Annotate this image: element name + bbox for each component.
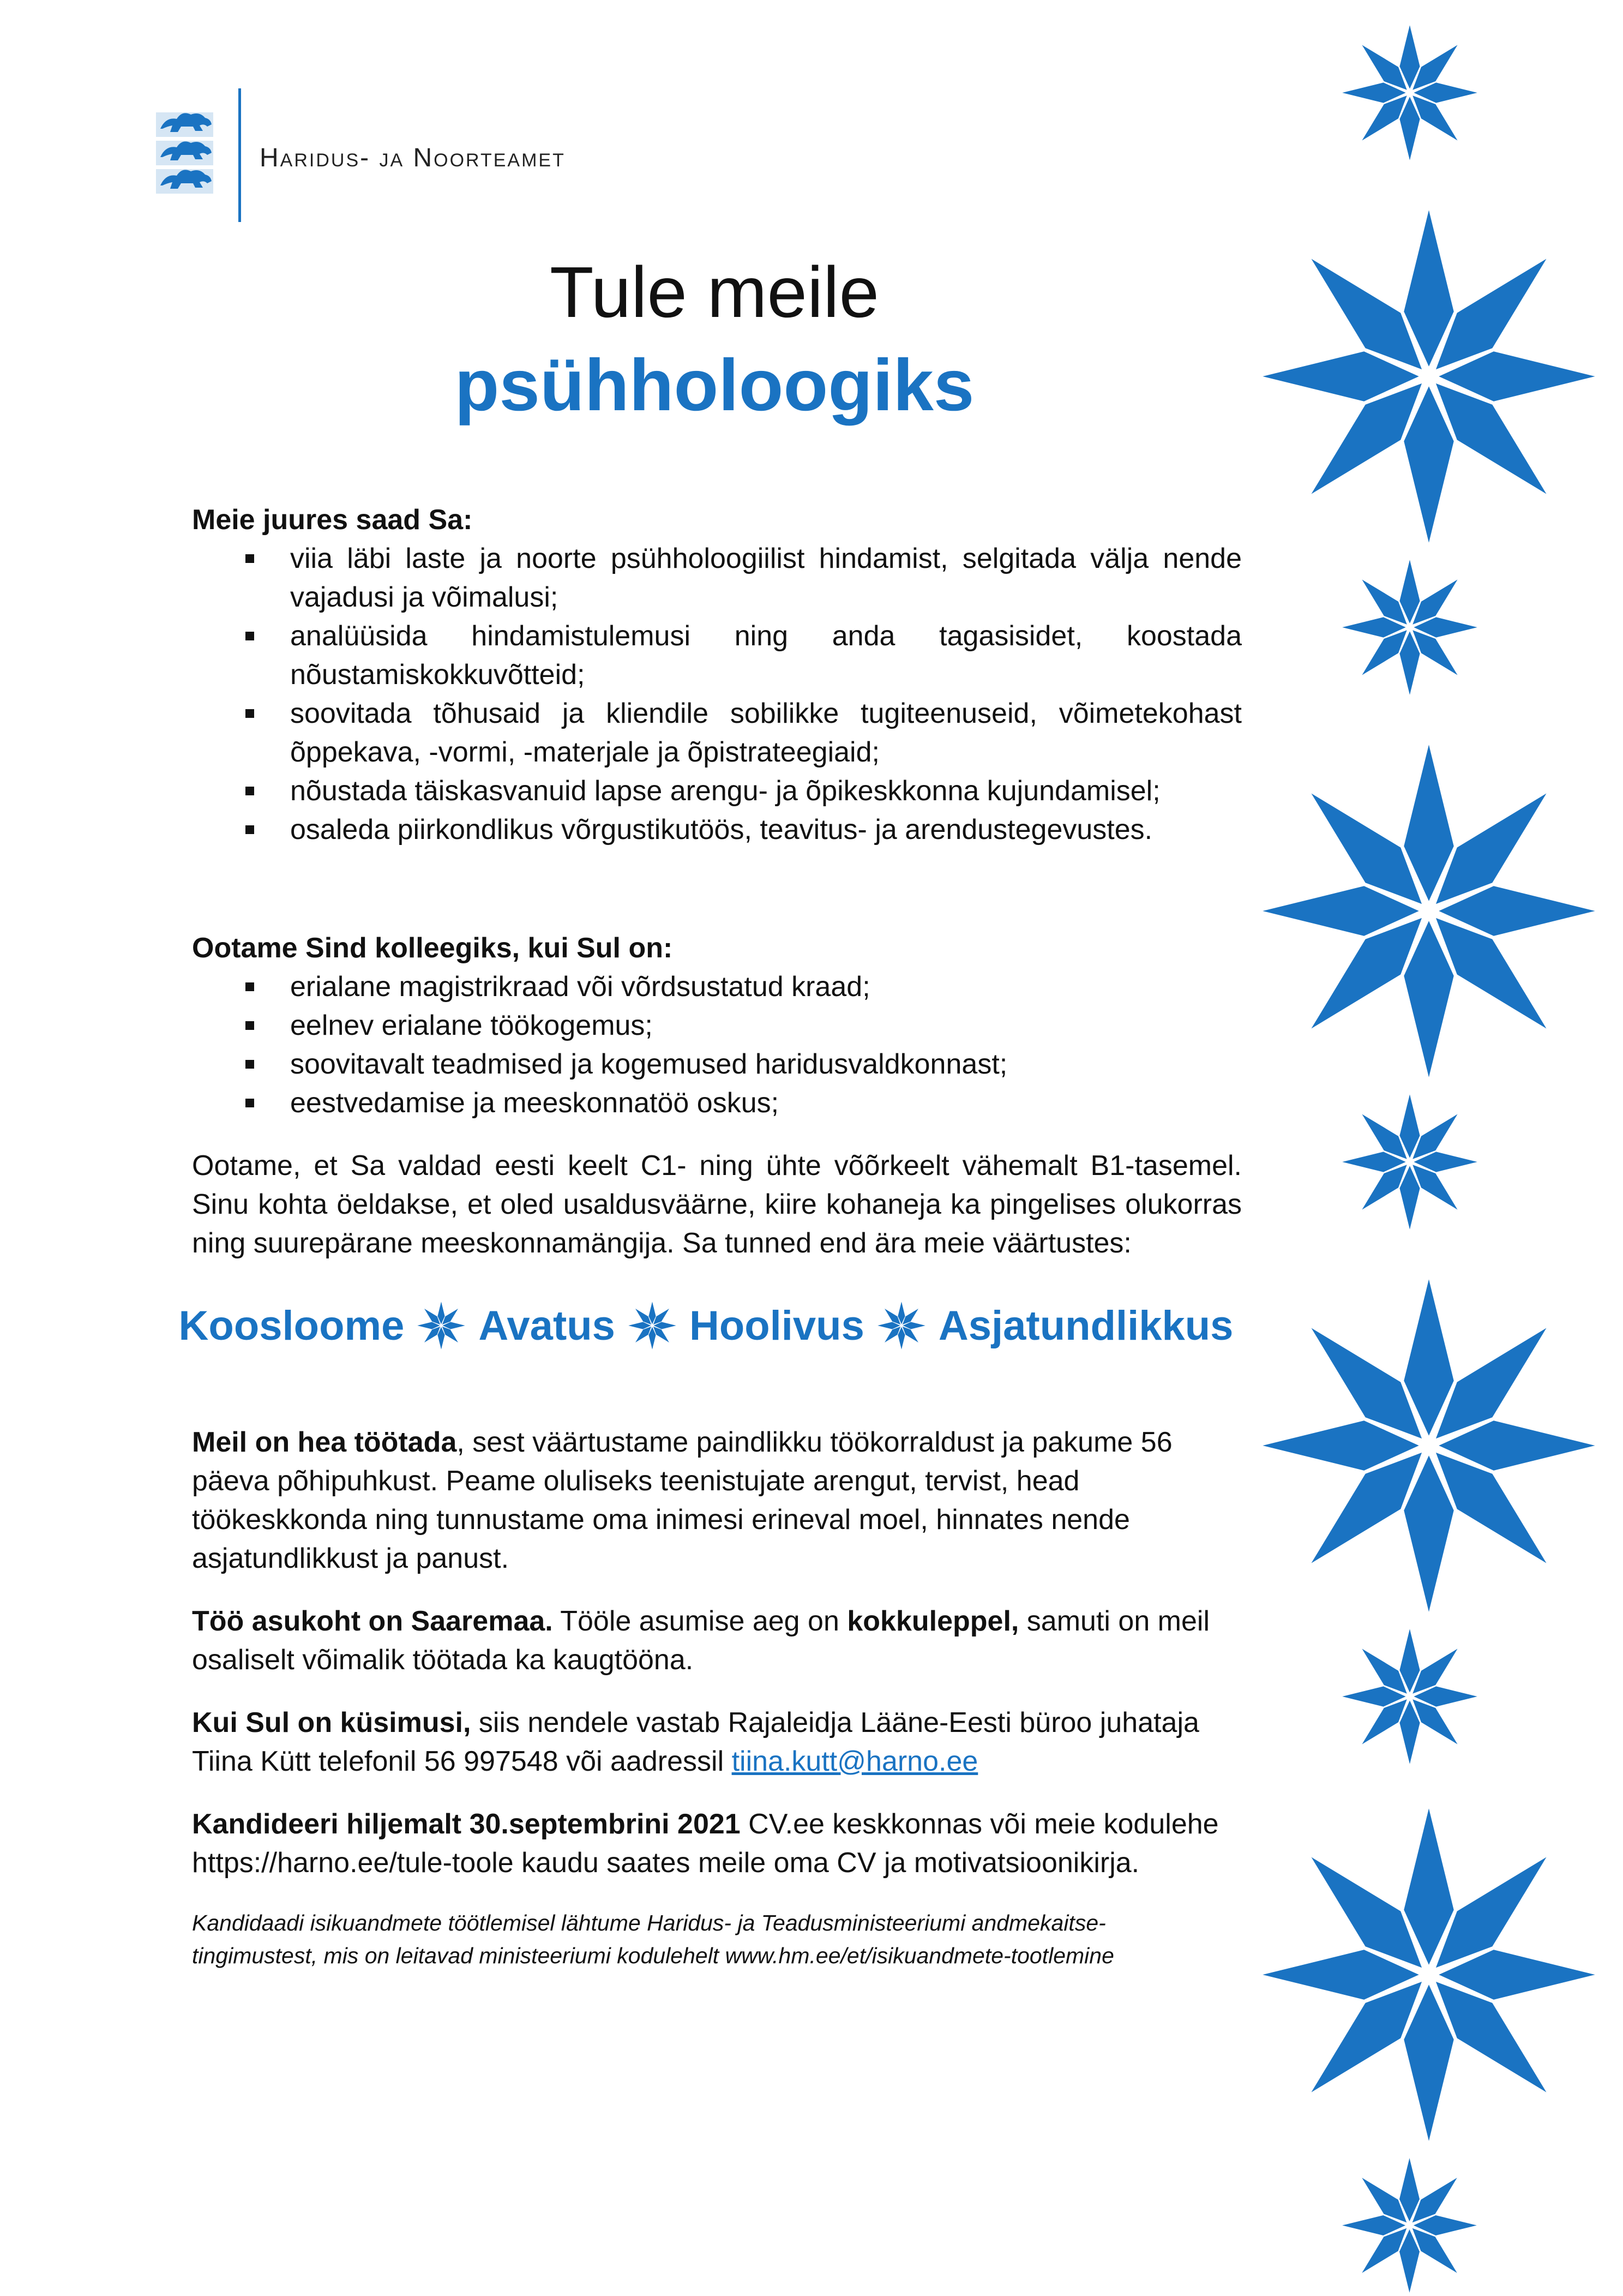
- privacy-note-line-1: Kandidaadi isikuandmete töötlemisel lähtume Haridus- ja Teadusministeeriumi andmekaitse-: [192, 1910, 1106, 1935]
- snowflake-icon: [1254, 736, 1603, 1086]
- section2-title: Ootame Sind kolleegiks, kui Sul on:: [192, 932, 673, 964]
- snowflake-icon: [1339, 22, 1481, 164]
- values-row: [170, 1263, 1242, 1388]
- expectations-paragraph: Ootame, et Sa valdad eesti keelt C1- ning ühte võõrkeelt vähemalt B1-tasemel. Sinu kohta öeldakse, et oled usaldusväärne, kiire kohaneja ka pingelises olukorras ning suurepärane meeskonnamängija. Sa tunned end ära meie väärtustes:: [192, 1150, 1242, 1259]
- contact-paragraph: [192, 1704, 1242, 1781]
- location-text-2: samuti on meil osaliselt võimalik töötada ka kaugtööna.: [192, 1605, 1210, 1676]
- privacy-note-line-2: tingimustest, mis on leitavad ministeeriumi kodulehelt www.hm.ee/et/isikuandmete-tootlemine: [192, 1943, 1114, 1968]
- snowflake-icon: [416, 1300, 466, 1351]
- location-text-1: Tööle asumise aeg on: [552, 1605, 847, 1637]
- snowflake-icon: [1339, 1091, 1481, 1233]
- snowflake-icon: [1339, 556, 1481, 698]
- benefits-lead: Meil on hea töötada: [192, 1426, 457, 1458]
- list-item: osaleda piirkondlikus võrgustikutöös, teavitus- ja arendustegevustes.: [192, 811, 1242, 849]
- section1-list: [192, 539, 1242, 849]
- snowflake-icon: [1254, 1271, 1603, 1620]
- value-label: Hoolivus: [689, 1302, 864, 1349]
- main-content: [178, 501, 1242, 1972]
- list-item: analüüsida hindamistulemusi ning anda tagasisidet, koostada nõustamiskokkuvõtteid;: [192, 617, 1242, 694]
- benefits-paragraph: [192, 1423, 1242, 1578]
- list-item: soovitada tõhusaid ja kliendile sobilikke tugiteenuseid, võimetekohast õppekava, -vormi, -materjale ja õpistrateegiaid;: [192, 694, 1242, 772]
- location-lead: Töö asukoht on Saaremaa.: [192, 1605, 553, 1637]
- heading-line-1: Tule meile: [550, 252, 879, 332]
- benefits-text: , sest väärtustame paindlikku töökorraldust ja pakume 56 päeva põhipuhkust. Peame oluliseks teenistujate arengut, tervist, head töökeskkonda ning tunnustame oma inimesi erineval moel, hinnates nende asjatundlikkust ja panust.: [192, 1426, 1173, 1574]
- contact-text: siis nendele vastab Rajaleidja Lääne-Eesti büroo juhataja Tiina Kütt telefonil 56 997548 või aadressil: [192, 1707, 1199, 1777]
- list-item: soovitavalt teadmised ja kogemused haridusvaldkonnast;: [192, 1045, 1242, 1084]
- heading-line-2: psühholoogiks: [454, 345, 975, 426]
- list-item: erialane magistrikraad või võrdsustatud kraad;: [192, 968, 1242, 1006]
- list-item: nõustada täiskasvanuid lapse arengu- ja õpikeskkonna kujundamisel;: [192, 772, 1242, 811]
- logo-text: Haridus- ja Noorteamet: [260, 143, 566, 172]
- value-label: Koosloome: [178, 1302, 405, 1349]
- location-paragraph: [192, 1602, 1242, 1680]
- value-label: Asjatundlikkus: [938, 1302, 1234, 1349]
- apply-text: CV.ee keskkonnas või meie kodulehe https://harno.ee/tule-toole kaudu saates meile oma CV ja motivatsioonikirja.: [192, 1808, 1219, 1879]
- snowflake-icon: [1339, 2155, 1480, 2296]
- list-item: eestvedamise ja meeskonnatöö oskus;: [192, 1084, 1242, 1123]
- contact-lead: Kui Sul on küsimusi,: [192, 1707, 471, 1739]
- apply-deadline: Kandideeri hiljemalt 30.septembrini 2021: [192, 1808, 741, 1840]
- section2-list: [192, 968, 1242, 1123]
- apply-paragraph: [192, 1805, 1242, 1883]
- snowflake-icon: [876, 1300, 927, 1351]
- logo-divider: [238, 88, 241, 222]
- contact-email-link[interactable]: tiina.kutt@harno.ee: [731, 1746, 978, 1777]
- section1-title: Meie juures saad Sa:: [192, 504, 473, 536]
- start-date-bold: kokkuleppel,: [847, 1605, 1019, 1637]
- value-label: Avatus: [478, 1302, 615, 1349]
- list-item: eelnev erialane töökogemus;: [192, 1006, 1242, 1045]
- snowflake-icon: [627, 1300, 677, 1351]
- snowflake-icon: [1254, 1800, 1603, 2149]
- three-lions-crest-icon: [151, 107, 219, 200]
- snowflake-icon: [1339, 1626, 1481, 1767]
- list-item: viia läbi laste ja noorte psühholoogiilist hindamist, selgitada välja nende vajadusi ja võimalusi;: [192, 539, 1242, 617]
